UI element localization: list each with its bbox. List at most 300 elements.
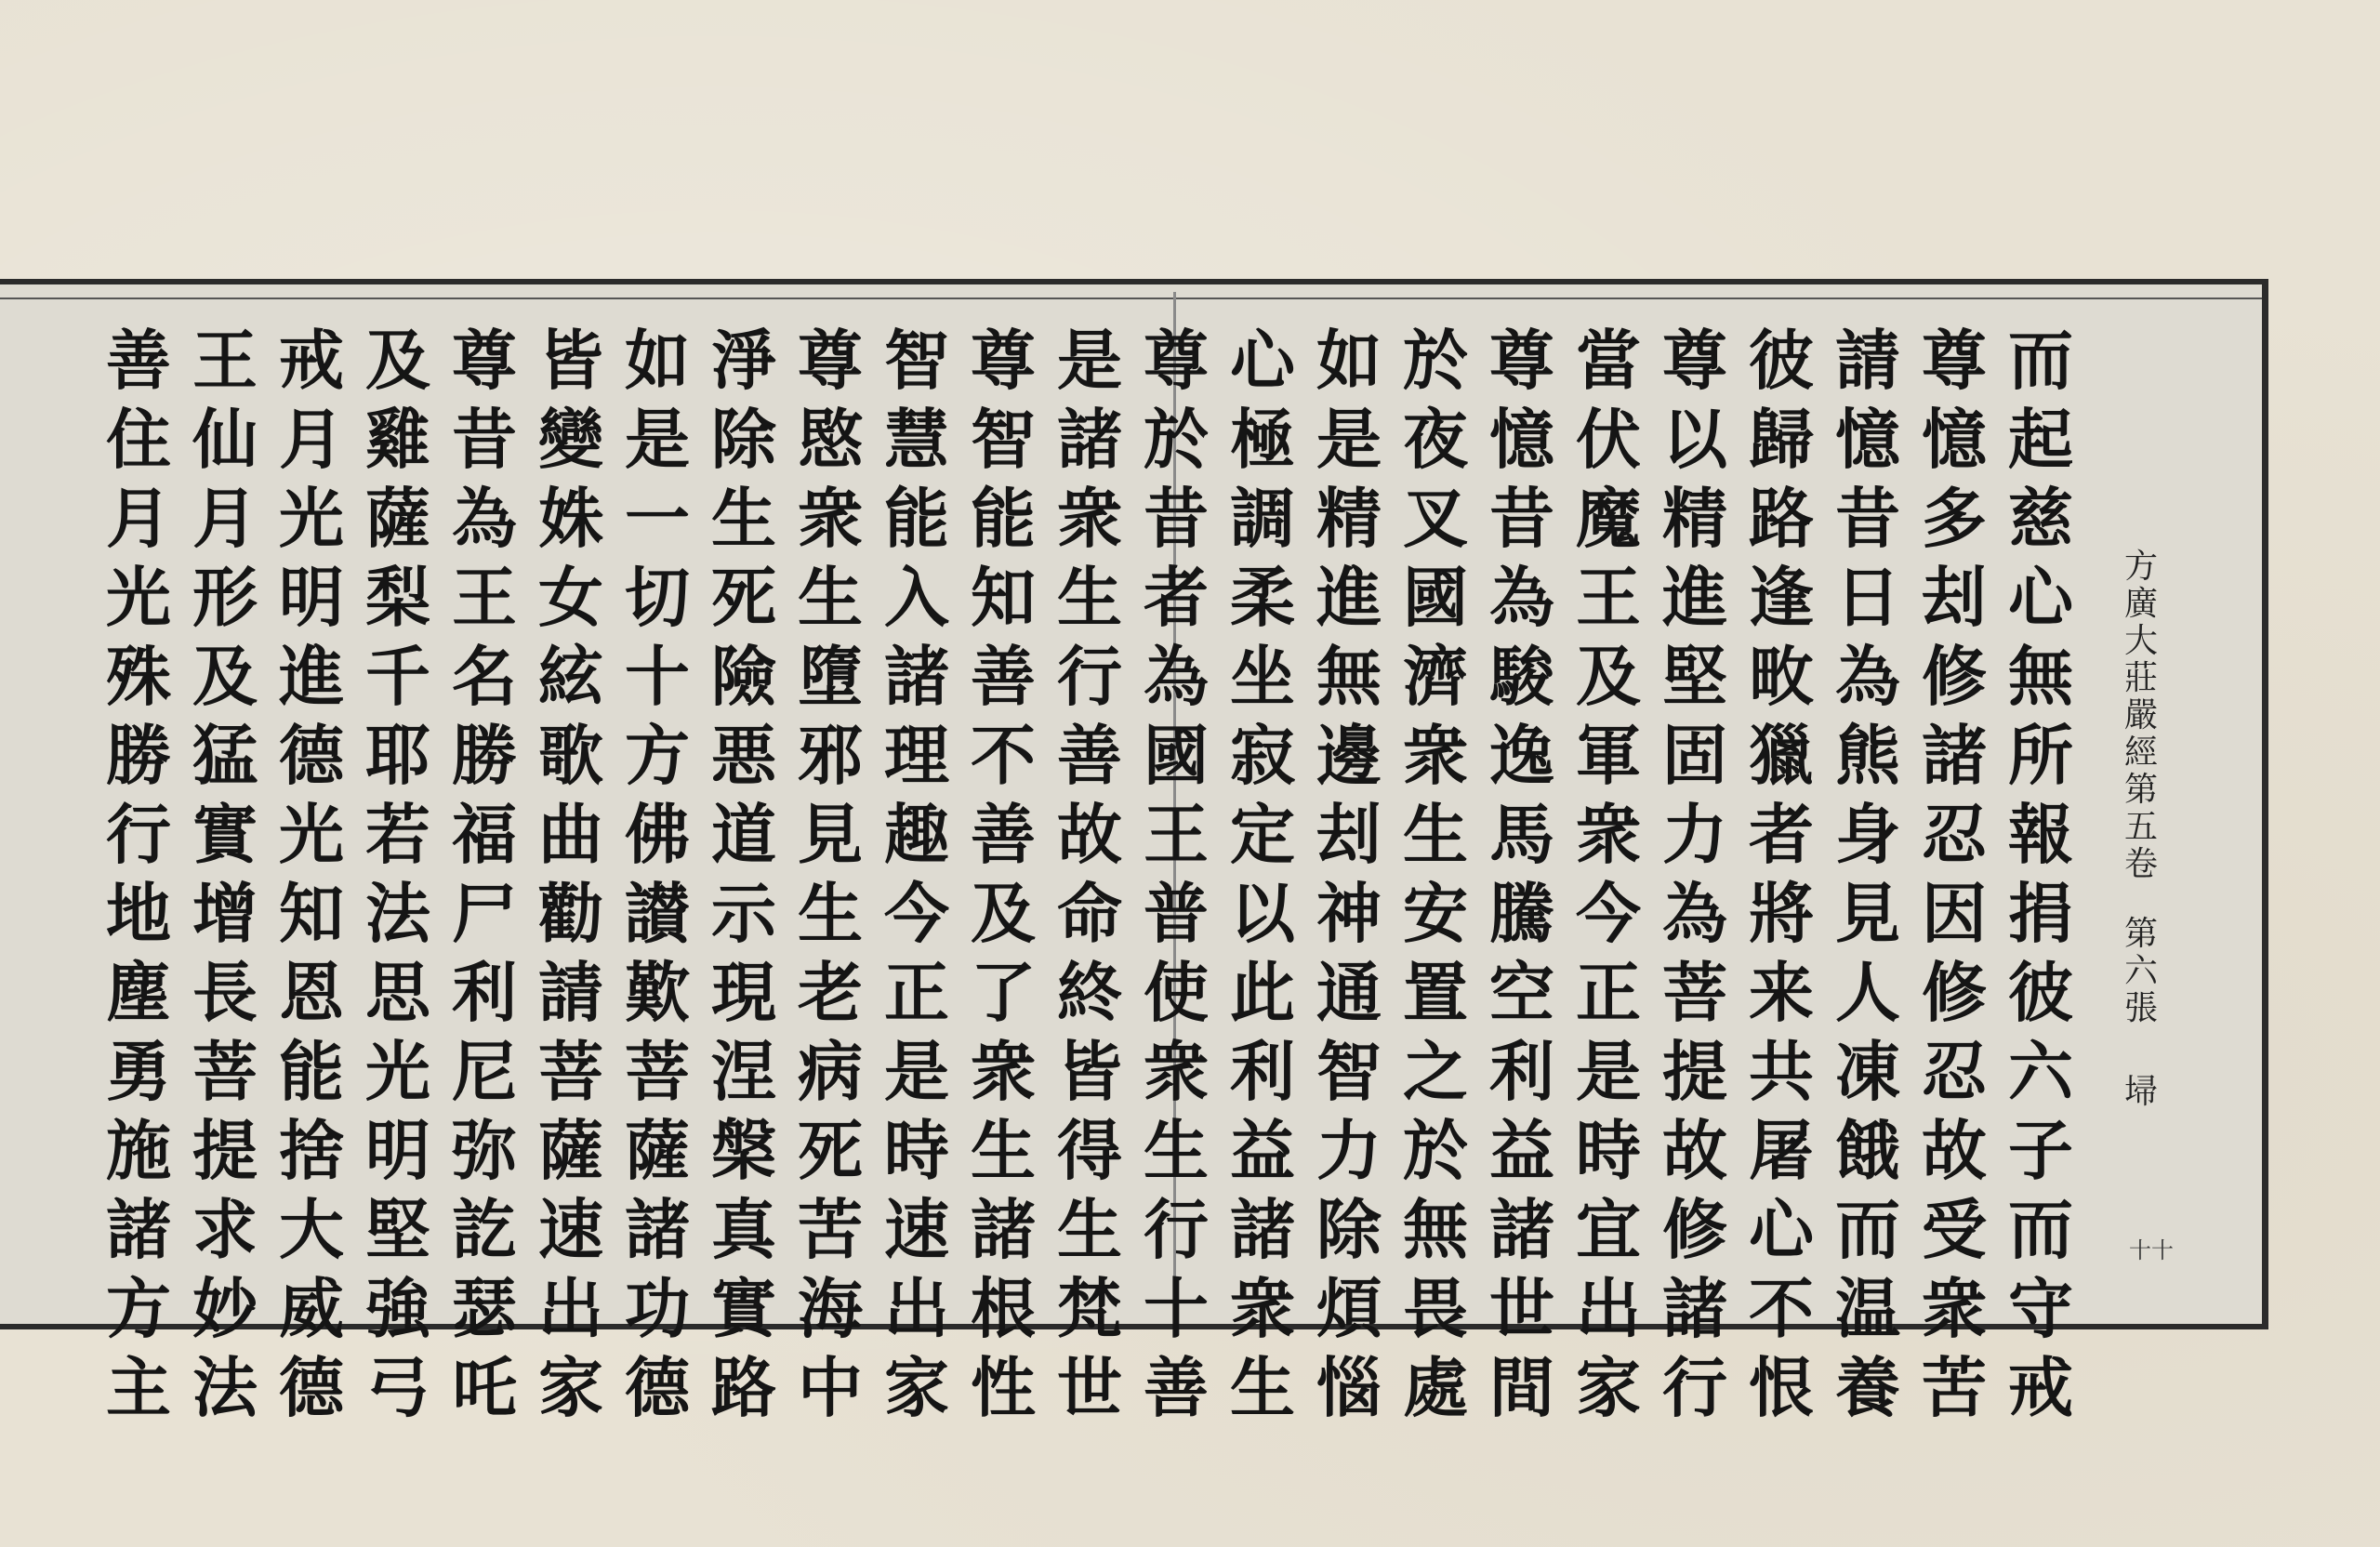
margin-character: 廣 (2123, 585, 2158, 623)
character: 當 (1576, 322, 1641, 399)
character: 老 (798, 954, 863, 1031)
character: 家 (538, 1349, 603, 1426)
margin-character: 六 (2123, 952, 2158, 990)
text-column-7-bottom (1482, 874, 1562, 1427)
character: 菩 (1662, 954, 1727, 1031)
character: 增 (192, 875, 258, 952)
character: 益 (1230, 1112, 1295, 1189)
character: 無 (2008, 638, 2073, 715)
character: 衆 (1576, 796, 1641, 873)
character: 及 (192, 638, 258, 715)
character: 寂 (1230, 717, 1295, 794)
character: 塵 (106, 954, 171, 1031)
text-column-21-bottom (271, 874, 351, 1427)
character: 病 (798, 1033, 863, 1110)
character: 邊 (1316, 717, 1382, 794)
character: 修 (1662, 1191, 1727, 1268)
character: 為 (1662, 875, 1727, 952)
character: 修 (1922, 638, 1987, 715)
character: 強 (365, 1270, 430, 1347)
character: 根 (971, 1270, 1036, 1347)
character: 尼 (452, 1033, 517, 1110)
margin-page-number (2122, 916, 2160, 1027)
text-column-11-top (1136, 321, 1216, 874)
character: 守 (2008, 1270, 2073, 1347)
character: 衆 (1230, 1270, 1295, 1347)
character: 馬 (1489, 796, 1554, 873)
character: 生 (1144, 1112, 1209, 1189)
character: 調 (1230, 480, 1295, 557)
character: 妙 (192, 1270, 258, 1347)
character: 極 (1230, 401, 1295, 478)
character: 惱 (1316, 1349, 1382, 1426)
text-column-3-top (1828, 321, 1908, 874)
margin-carver-mark (2122, 1074, 2160, 1111)
character: 今 (884, 875, 949, 952)
character: 益 (1489, 1112, 1554, 1189)
character: 時 (884, 1112, 949, 1189)
character: 正 (1576, 954, 1641, 1031)
text-column-18-bottom (531, 874, 611, 1427)
character: 起 (2008, 401, 2073, 478)
character: 駿 (1489, 638, 1554, 715)
character: 尊 (798, 322, 863, 399)
character: 神 (1316, 875, 1382, 952)
character: 心 (1230, 322, 1295, 399)
character: 及 (1576, 638, 1641, 715)
character: 能 (279, 1033, 344, 1110)
character: 進 (1316, 559, 1382, 636)
character: 此 (1230, 954, 1295, 1031)
character: 彼 (2008, 954, 2073, 1031)
character: 思 (365, 954, 430, 1031)
character: 尊 (1144, 322, 1209, 399)
character: 一 (625, 480, 690, 557)
character: 知 (279, 875, 344, 952)
character: 空 (1489, 954, 1554, 1031)
character: 月 (192, 480, 258, 557)
text-column-17-top (617, 321, 697, 874)
text-column-1-bottom (2001, 874, 2081, 1427)
character: 故 (1662, 1112, 1727, 1189)
character: 了 (971, 954, 1036, 1031)
character: 千 (365, 638, 430, 715)
character: 國 (1144, 717, 1209, 794)
margin-title-label (2122, 549, 2160, 883)
character: 善 (106, 322, 171, 399)
character: 死 (798, 1112, 863, 1189)
character: 將 (1749, 875, 1814, 952)
character: 能 (971, 480, 1036, 557)
character: 共 (1749, 1033, 1814, 1110)
character: 子 (2008, 1112, 2073, 1189)
character: 趣 (884, 796, 949, 873)
character: 身 (1835, 796, 1900, 873)
character: 歎 (625, 954, 690, 1031)
character: 主 (106, 1349, 171, 1426)
character: 捐 (2008, 875, 2073, 952)
margin-character: 五 (2123, 808, 2158, 846)
text-column-19-top (444, 321, 524, 874)
character: 刦 (1922, 559, 1987, 636)
character: 墮 (798, 638, 863, 715)
character: 進 (279, 638, 344, 715)
character: 普 (1144, 875, 1209, 952)
character: 故 (1057, 796, 1122, 873)
character: 尊 (1662, 322, 1727, 399)
character: 明 (279, 559, 344, 636)
character: 耶 (365, 717, 430, 794)
text-column-15-bottom (790, 874, 870, 1427)
character: 歌 (538, 717, 603, 794)
character: 勸 (538, 875, 603, 952)
character: 正 (884, 954, 949, 1031)
character: 進 (1662, 559, 1727, 636)
character: 以 (1230, 875, 1295, 952)
character: 現 (711, 954, 776, 1031)
character: 衆 (1403, 717, 1468, 794)
character: 曲 (538, 796, 603, 873)
character: 無 (1403, 1191, 1468, 1268)
character: 菩 (192, 1033, 258, 1110)
character: 及 (365, 322, 430, 399)
character: 智 (884, 322, 949, 399)
character: 世 (1057, 1349, 1122, 1426)
character: 熊 (1835, 717, 1900, 794)
character: 明 (365, 1112, 430, 1189)
character: 家 (1576, 1349, 1641, 1426)
character: 姝 (538, 480, 603, 557)
character: 中 (798, 1349, 863, 1426)
character: 及 (971, 875, 1036, 952)
character: 騰 (1489, 875, 1554, 952)
character: 出 (884, 1270, 949, 1347)
character: 逢 (1749, 559, 1814, 636)
character: 是 (625, 401, 690, 478)
character: 憶 (1835, 401, 1900, 478)
character: 實 (711, 1270, 776, 1347)
character: 夜 (1403, 401, 1468, 478)
character: 方 (106, 1270, 171, 1347)
text-column-17-bottom (617, 874, 697, 1427)
character: 長 (192, 954, 258, 1031)
character: 切 (625, 559, 690, 636)
character: 諸 (625, 1191, 690, 1268)
character: 故 (1922, 1112, 1987, 1189)
character: 者 (1144, 559, 1209, 636)
character: 能 (884, 480, 949, 557)
text-column-23-bottom (99, 874, 178, 1427)
character: 精 (1316, 480, 1382, 557)
character: 獵 (1749, 717, 1814, 794)
text-column-14-bottom (877, 874, 957, 1427)
character: 光 (106, 559, 171, 636)
character: 世 (1489, 1270, 1554, 1347)
character: 尊 (1922, 322, 1987, 399)
text-column-6-top (1568, 321, 1648, 874)
character: 今 (1576, 875, 1641, 952)
text-column-13-bottom (963, 874, 1043, 1427)
character: 恨 (1749, 1349, 1814, 1426)
character: 通 (1316, 954, 1382, 1031)
character: 海 (798, 1270, 863, 1347)
character: 固 (1662, 717, 1727, 794)
character: 行 (1662, 1349, 1727, 1426)
character: 柔 (1230, 559, 1295, 636)
character: 使 (1144, 954, 1209, 1031)
character: 叉 (1403, 480, 1468, 557)
character: 月 (279, 401, 344, 478)
character: 除 (711, 401, 776, 478)
character: 受 (1922, 1191, 1987, 1268)
character: 衆 (971, 1033, 1036, 1110)
character: 之 (1403, 1033, 1468, 1110)
character: 威 (279, 1270, 344, 1347)
character: 諸 (1057, 401, 1122, 478)
character: 養 (1835, 1349, 1900, 1426)
character: 安 (1403, 875, 1468, 952)
text-column-9-bottom (1309, 874, 1389, 1427)
character: 昔 (1489, 480, 1554, 557)
character: 光 (365, 1033, 430, 1110)
character: 瑟 (452, 1270, 517, 1347)
character: 是 (1316, 401, 1382, 478)
character: 宜 (1576, 1191, 1641, 1268)
character: 吒 (452, 1349, 517, 1426)
text-column-5-top (1655, 321, 1735, 874)
character: 行 (106, 796, 171, 873)
text-column-16-bottom (704, 874, 784, 1427)
character: 戒 (279, 322, 344, 399)
character: 讃 (625, 875, 690, 952)
character: 王 (1144, 796, 1209, 873)
character: 温 (1835, 1270, 1900, 1347)
character: 日 (1835, 559, 1900, 636)
text-column-3-bottom (1828, 874, 1908, 1427)
top-border-rule (0, 298, 2262, 299)
character: 是 (884, 1033, 949, 1110)
margin-character: 嚴 (2123, 696, 2158, 734)
text-column-23-top (99, 321, 178, 874)
character: 慈 (2008, 480, 2073, 557)
character: 出 (1576, 1270, 1641, 1347)
character: 精 (1662, 480, 1727, 557)
character: 道 (711, 796, 776, 873)
character: 地 (106, 875, 171, 952)
character: 提 (192, 1112, 258, 1189)
character: 為 (1489, 559, 1554, 636)
character: 出 (538, 1270, 603, 1347)
character: 路 (711, 1349, 776, 1426)
character: 因 (1922, 875, 1987, 952)
character: 是 (1057, 322, 1122, 399)
character: 煩 (1316, 1270, 1382, 1347)
character: 法 (192, 1349, 258, 1426)
character: 諸 (1489, 1191, 1554, 1268)
character: 是 (1576, 1033, 1641, 1110)
text-column-10-top (1223, 321, 1302, 874)
character: 生 (798, 875, 863, 952)
text-column-8-top (1395, 321, 1475, 874)
text-column-8-bottom (1395, 874, 1475, 1427)
character: 諸 (106, 1191, 171, 1268)
character: 速 (884, 1191, 949, 1268)
character: 昔 (1144, 480, 1209, 557)
character: 名 (452, 638, 517, 715)
character: 苦 (1922, 1349, 1987, 1426)
character: 終 (1057, 954, 1122, 1031)
character: 無 (1316, 638, 1382, 715)
character: 捨 (279, 1112, 344, 1189)
character: 心 (2008, 559, 2073, 636)
character: 置 (1403, 954, 1468, 1031)
character: 路 (1749, 480, 1814, 557)
character: 仙 (192, 401, 258, 478)
character: 險 (711, 638, 776, 715)
character: 力 (1662, 796, 1727, 873)
character: 薩 (625, 1112, 690, 1189)
text-column-10-bottom (1223, 874, 1302, 1427)
character: 入 (884, 559, 949, 636)
character: 為 (1144, 638, 1209, 715)
text-column-1-top (2001, 321, 2081, 874)
character: 菩 (538, 1033, 603, 1110)
character: 昔 (452, 401, 517, 478)
text-column-15-top (790, 321, 870, 874)
character: 王 (192, 322, 258, 399)
character: 而 (1835, 1191, 1900, 1268)
character: 利 (1489, 1033, 1554, 1110)
character: 提 (1662, 1033, 1727, 1110)
margin-character: 第 (2123, 771, 2158, 809)
margin-character: 張 (2123, 989, 2158, 1027)
character: 不 (1749, 1270, 1814, 1347)
character: 淨 (711, 322, 776, 399)
character: 為 (452, 480, 517, 557)
character: 生 (971, 1112, 1036, 1189)
character: 尸 (452, 875, 517, 952)
character: 如 (625, 322, 690, 399)
character: 住 (106, 401, 171, 478)
character: 弥 (452, 1112, 517, 1189)
character: 命 (1057, 875, 1122, 952)
character: 利 (1230, 1033, 1295, 1110)
character: 衆 (1057, 480, 1122, 557)
character: 而 (2008, 322, 2073, 399)
character: 梵 (1057, 1270, 1122, 1347)
character: 忍 (1922, 1033, 1987, 1110)
character: 餓 (1835, 1112, 1900, 1189)
character: 濟 (1403, 638, 1468, 715)
character: 實 (192, 796, 258, 873)
character: 皆 (538, 322, 603, 399)
character: 伏 (1576, 401, 1641, 478)
text-column-2-bottom (1914, 874, 1994, 1427)
character: 憶 (1922, 401, 1987, 478)
text-column-5-bottom (1655, 874, 1735, 1427)
character: 利 (452, 954, 517, 1031)
text-column-22-top (185, 321, 265, 874)
character: 女 (538, 559, 603, 636)
character: 六 (2008, 1033, 2073, 1110)
character: 諸 (1922, 717, 1987, 794)
character: 若 (365, 796, 430, 873)
character: 方 (625, 717, 690, 794)
character: 勝 (106, 717, 171, 794)
character: 行 (1057, 638, 1122, 715)
text-column-16-top (704, 321, 784, 874)
character: 戒 (2008, 1349, 2073, 1426)
character: 衆 (798, 480, 863, 557)
text-column-22-bottom (185, 874, 265, 1427)
character: 請 (1835, 322, 1900, 399)
margin-character: 方 (2123, 548, 2158, 586)
character: 諸 (1662, 1270, 1727, 1347)
margin-character: 第 (2123, 915, 2158, 953)
character: 施 (106, 1112, 171, 1189)
text-column-21-top (271, 321, 351, 874)
character: 王 (1576, 559, 1641, 636)
character: 歸 (1749, 401, 1814, 478)
character: 衆 (1922, 1270, 1987, 1347)
character: 畏 (1403, 1270, 1468, 1347)
text-column-2-top (1914, 321, 1994, 874)
character: 速 (538, 1191, 603, 1268)
character: 生 (798, 559, 863, 636)
character: 變 (538, 401, 603, 478)
character: 心 (1749, 1191, 1814, 1268)
character: 福 (452, 796, 517, 873)
character: 知 (971, 559, 1036, 636)
margin-character: 埽 (2123, 1073, 2158, 1111)
text-column-12-top (1050, 321, 1130, 874)
character: 彼 (1749, 322, 1814, 399)
character: 求 (192, 1191, 258, 1268)
character: 光 (279, 796, 344, 873)
character: 涅 (711, 1033, 776, 1110)
character: 善 (971, 638, 1036, 715)
character: 生 (711, 480, 776, 557)
character: 得 (1057, 1112, 1122, 1189)
character: 佛 (625, 796, 690, 873)
text-column-4-bottom (1741, 874, 1821, 1427)
margin-small-note: 十十 (2129, 1237, 2174, 1263)
character: 堅 (1662, 638, 1727, 715)
character: 修 (1922, 954, 1987, 1031)
character: 槃 (711, 1112, 776, 1189)
character: 諸 (971, 1191, 1036, 1268)
character: 德 (279, 717, 344, 794)
character: 大 (279, 1191, 344, 1268)
text-column-11-bottom (1136, 874, 1216, 1427)
character: 絃 (538, 638, 603, 715)
character: 昔 (1835, 480, 1900, 557)
character: 多 (1922, 480, 1987, 557)
character: 國 (1403, 559, 1468, 636)
character: 勝 (452, 717, 517, 794)
character: 生 (1403, 796, 1468, 873)
character: 衆 (1144, 1033, 1209, 1110)
character: 德 (625, 1349, 690, 1426)
character: 生 (1230, 1349, 1295, 1426)
text-column-14-top (877, 321, 957, 874)
text-column-9-top (1309, 321, 1389, 874)
character: 處 (1403, 1349, 1468, 1426)
character: 邪 (798, 717, 863, 794)
character: 而 (2008, 1191, 2073, 1268)
character: 如 (1316, 322, 1382, 399)
character: 間 (1489, 1349, 1554, 1426)
